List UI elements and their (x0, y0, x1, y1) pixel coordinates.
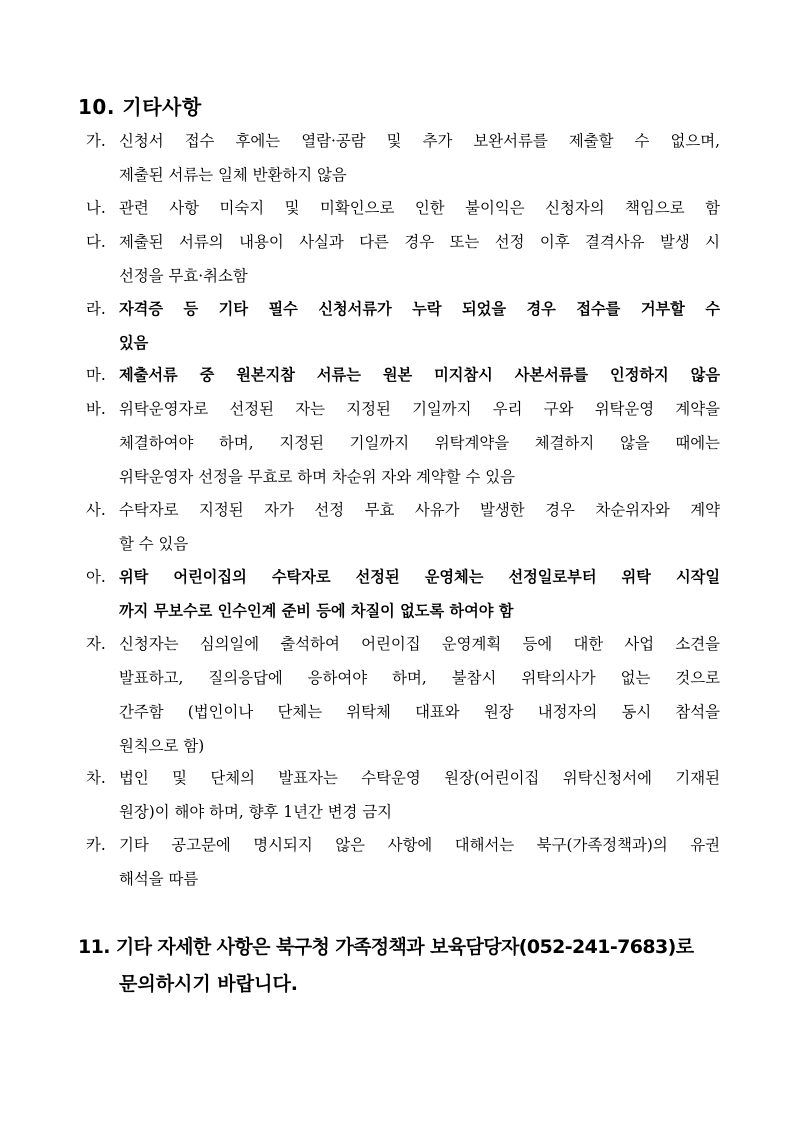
item-text-line: 수탁자로 지정된 자가 선정 무효 사유가 발생한 경우 차순위자와 계약 (119, 501, 720, 519)
list-item-na (86, 191, 720, 225)
item-text-line: 발표하고, 질의응답에 응하여야 하며, 불참시 위탁의사가 없는 것으로 (119, 669, 720, 687)
item-marker: 라. (86, 300, 106, 318)
list-item-da (86, 225, 720, 293)
list-item-ga (86, 124, 720, 192)
item-text-line: 원칙으로 함) (119, 737, 205, 755)
item-marker: 바. (86, 400, 106, 418)
list-item-ra (86, 292, 720, 360)
section-10-title: 10. 기타사항 (78, 95, 202, 119)
item-marker: 카. (86, 836, 106, 854)
section-11-line: 11. 기타 자세한 사항은 북구청 가족정책과 보육담당자(052-241-7683)로 (78, 936, 694, 958)
item-text-line: 간주함 (법인이나 단체는 위탁체 대표와 원장 내정자의 동시 참석을 (119, 703, 720, 721)
item-text-line: 원장)이 해야 하며, 향후 1년간 변경 금지 (119, 803, 393, 821)
list-item-a (86, 560, 720, 628)
list-item-cha (86, 761, 720, 829)
item-text-line: 제출된 서류는 일체 반환하지 않음 (119, 166, 347, 184)
item-text-line: 관련 사항 미숙지 및 미확인으로 인한 불이익은 신청자의 책임으로 함 (119, 199, 720, 217)
item-text-line: 체결하여야 하며, 지정된 기일까지 위탁계약을 체결하지 않을 때에는 (119, 434, 720, 452)
item-text-line: 신청서 접수 후에는 열람·공람 및 추가 보완서류를 제출할 수 없으며, (119, 132, 720, 150)
item-text-line: 위탁 어린이집의 수탁자로 선정된 운영체는 선정일로부터 위탁 시작일 (119, 568, 720, 586)
item-marker: 가. (86, 132, 106, 150)
item-text-line: 까지 무보수로 인수인계 준비 등에 차질이 없도록 하여야 함 (119, 602, 514, 620)
list-item-sa (86, 493, 720, 561)
item-text-line: 신청자는 심의일에 출석하여 어린이집 운영계획 등에 대한 사업 소견을 (119, 635, 720, 653)
section-11-contact (78, 929, 723, 1003)
item-text-line: 해석을 따름 (119, 870, 199, 888)
list-item-ja (86, 627, 720, 763)
item-text-line: 선정을 무효·취소함 (119, 267, 248, 285)
item-marker: 자. (86, 635, 106, 653)
item-text-line: 자격증 등 기타 필수 신청서류가 누락 되었을 경우 접수를 거부할 수 (119, 300, 720, 318)
item-text-line: 위탁운영자로 선정된 자는 지정된 기일까지 우리 구와 위탁운영 계약을 (119, 400, 720, 418)
list-item-ba (86, 392, 720, 494)
item-marker: 차. (86, 769, 106, 787)
item-marker: 나. (86, 199, 106, 217)
item-text-line: 법인 및 단체의 발표자는 수탁운영 원장(어린이집 위탁신청서에 기재된 (119, 769, 720, 787)
item-marker: 아. (86, 568, 106, 586)
item-text-line: 할 수 있음 (119, 535, 189, 553)
item-text-line: 기타 공고문에 명시되지 않은 사항에 대해서는 북구(가족정책과)의 유권 (119, 836, 720, 854)
section-11-line: 문의하시기 바랍니다. (119, 973, 299, 995)
item-marker: 다. (86, 233, 106, 251)
item-text-line: 제출된 서류의 내용이 사실과 다른 경우 또는 선정 이후 결격사유 발생 시 (119, 233, 720, 251)
item-marker: 마. (86, 366, 106, 384)
item-text-line: 제출서류 중 원본지참 서류는 원본 미지참시 사본서류를 인정하지 않음 (119, 366, 720, 384)
list-item-ka (86, 828, 720, 896)
list-item-ma (86, 358, 720, 392)
item-marker: 사. (86, 501, 106, 519)
item-text-line: 있음 (119, 334, 149, 352)
item-text-line: 위탁운영자 선정을 무효로 하며 차순위 자와 계약할 수 있음 (119, 468, 515, 486)
